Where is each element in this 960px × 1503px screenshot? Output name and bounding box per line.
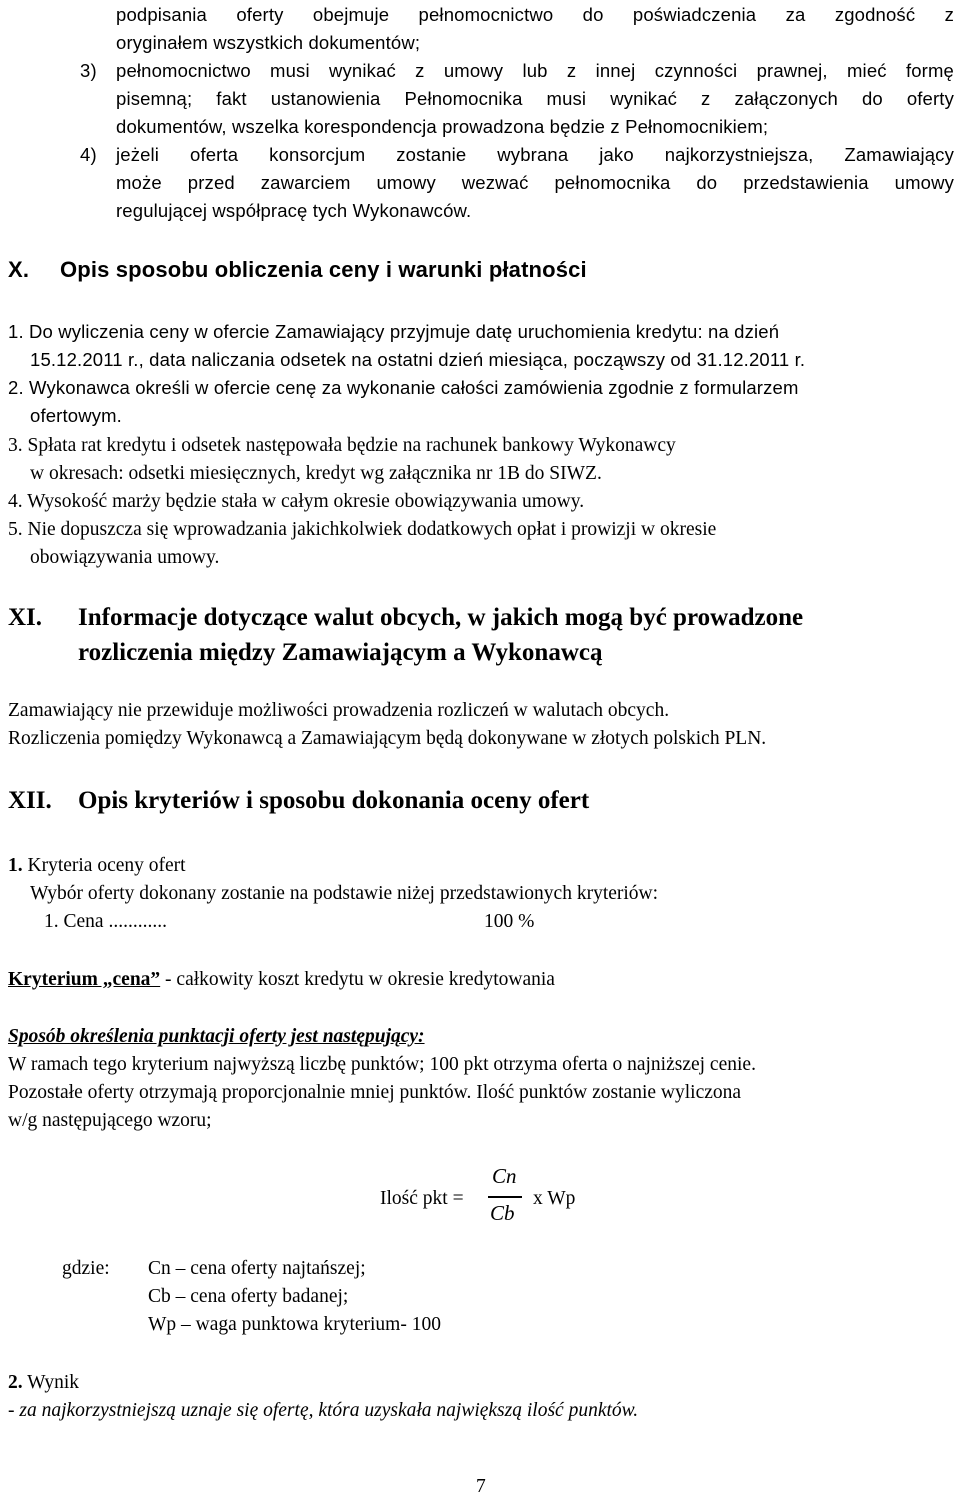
formula-rhs: x Wp: [533, 1188, 576, 1209]
section-title-line: Informacje dotyczące walut obcych, w jakich mogą być prowadzone: [78, 604, 804, 631]
paragraph-line: ofertowym.: [30, 405, 122, 426]
price-criterion: [8, 967, 555, 993]
list-item-line: może przed zawarciem umowy wezwać pełnomocnika do przedstawienia umowy: [116, 172, 954, 193]
paragraph-line: Zamawiający nie przewiduje możliwości prowadzenia rozliczeń w walutach obcych.: [8, 700, 670, 721]
paragraph-line: 2. Wykonawca określi w ofercie cenę za wykonanie całości zamówienia zgodnie z formularzem: [8, 377, 799, 398]
paragraph-line: Rozliczenia pomiędzy Wykonawcą a Zamawiającym będą dokonywane w złotych polskich PLN.: [8, 728, 767, 749]
paragraph-line: w okresach: odsetki miesięcznych, kredyt wg załącznika nr 1B do SIWZ.: [30, 463, 602, 484]
list-item-number: 4): [80, 144, 97, 165]
result-heading: [8, 1370, 79, 1396]
page-number: 7: [476, 1476, 486, 1497]
where-definition: Cn – cena oferty najtańszej;: [148, 1258, 366, 1279]
criteria-weight: 100 %: [484, 911, 535, 932]
paragraph-line: obowiązywania umowy.: [30, 547, 220, 568]
list-paragraph-line: oryginałem wszystkich dokumentów;: [116, 32, 421, 53]
list-item-line: dokumentów, wszelka korespondencja prowadzona będzie z Pełnomocnikiem;: [116, 116, 769, 137]
result-text: - za najkorzystniejszą uznaje się ofertę, która uzyskała największą ilość punktów.: [8, 1400, 639, 1421]
formula-denominator: Cb: [490, 1201, 515, 1225]
list-item-line: jeżeli oferta konsorcjum zostanie wybrana jako najkorzystniejsza, Zamawiający: [116, 144, 954, 165]
section-number: XII.: [8, 787, 52, 814]
where-label: gdzie:: [62, 1258, 110, 1279]
formula-lhs: Ilość pkt =: [380, 1188, 464, 1209]
section-number: X.: [8, 257, 30, 282]
paragraph-line: 1. Do wyliczenia ceny w ofercie Zamawiający przyjmuje datę uruchomienia kredytu: na dzień: [8, 321, 780, 342]
formula-fraction-line: [488, 1196, 522, 1198]
section-title: Opis sposobu obliczenia ceny i warunki płatności: [60, 257, 587, 282]
price-criterion-desc: - całkowity koszt kredytu w okresie kredytowania: [160, 969, 555, 990]
paragraph-line: 15.12.2011 r., data naliczania odsetek na ostatni dzień miesiąca, począwszy od 31.12.2011 r.: [30, 349, 806, 370]
list-paragraph-line: podpisania oferty obejmuje pełnomocnictwo do poświadczenia za zgodność z: [116, 4, 954, 25]
paragraph-line: W ramach tego kryterium najwyższą liczbę punktów; 100 pkt otrzyma oferta o najniższej cenie.: [8, 1054, 756, 1075]
section-number: XI.: [8, 604, 43, 631]
list-item-line: pisemną; fakt ustanowienia Pełnomocnika musi wynikać z załączonych do oferty: [116, 88, 954, 109]
paragraph-line: Pozostałe oferty otrzymają proporcjonalnie mniej punktów. Ilość punktów zostanie wyliczona: [8, 1082, 742, 1103]
scoring-heading: Sposób określenia punktacji oferty jest następujący:: [8, 1026, 425, 1047]
price-criterion-title: Kryterium „cena”: [8, 969, 161, 990]
list-item-number: 3): [80, 60, 97, 81]
section-title-line: rozliczenia między Zamawiającym a Wykonawcą: [78, 639, 603, 666]
criteria-label: Kryteria oceny ofert: [22, 855, 186, 876]
criteria-intro: Wybór oferty dokonany zostanie na podstawie niżej przedstawionych kryteriów:: [30, 883, 659, 904]
result-label: Wynik: [22, 1372, 80, 1393]
list-item-line: regulującej współpracę tych Wykonawców.: [116, 200, 472, 221]
formula-numerator: Cn: [492, 1164, 517, 1188]
criteria-heading: [8, 853, 186, 879]
paragraph-line: 5. Nie dopuszcza się wprowadzania jakichkolwiek dodatkowych opłat i prowizji w okresie: [8, 519, 717, 540]
list-item-line: pełnomocnictwo musi wynikać z umowy lub z innej czynności prawnej, mieć formę: [116, 60, 954, 81]
criteria-item: 1. Cena ............: [44, 911, 167, 932]
where-definition: Cb – cena oferty badanej;: [148, 1286, 349, 1307]
criteria-number: 1.: [8, 855, 23, 876]
where-definition: Wp – waga punktowa kryterium- 100: [148, 1314, 441, 1335]
result-number: 2.: [8, 1372, 23, 1393]
paragraph-line: w/g następującego wzoru;: [8, 1110, 212, 1131]
paragraph-line: 3. Spłata rat kredytu i odsetek następowała będzie na rachunek bankowy Wykonawcy: [8, 435, 676, 456]
section-title: Opis kryteriów i sposobu dokonania oceny ofert: [78, 787, 590, 814]
paragraph-line: 4. Wysokość marży będzie stała w całym okresie obowiązywania umowy.: [8, 491, 585, 512]
